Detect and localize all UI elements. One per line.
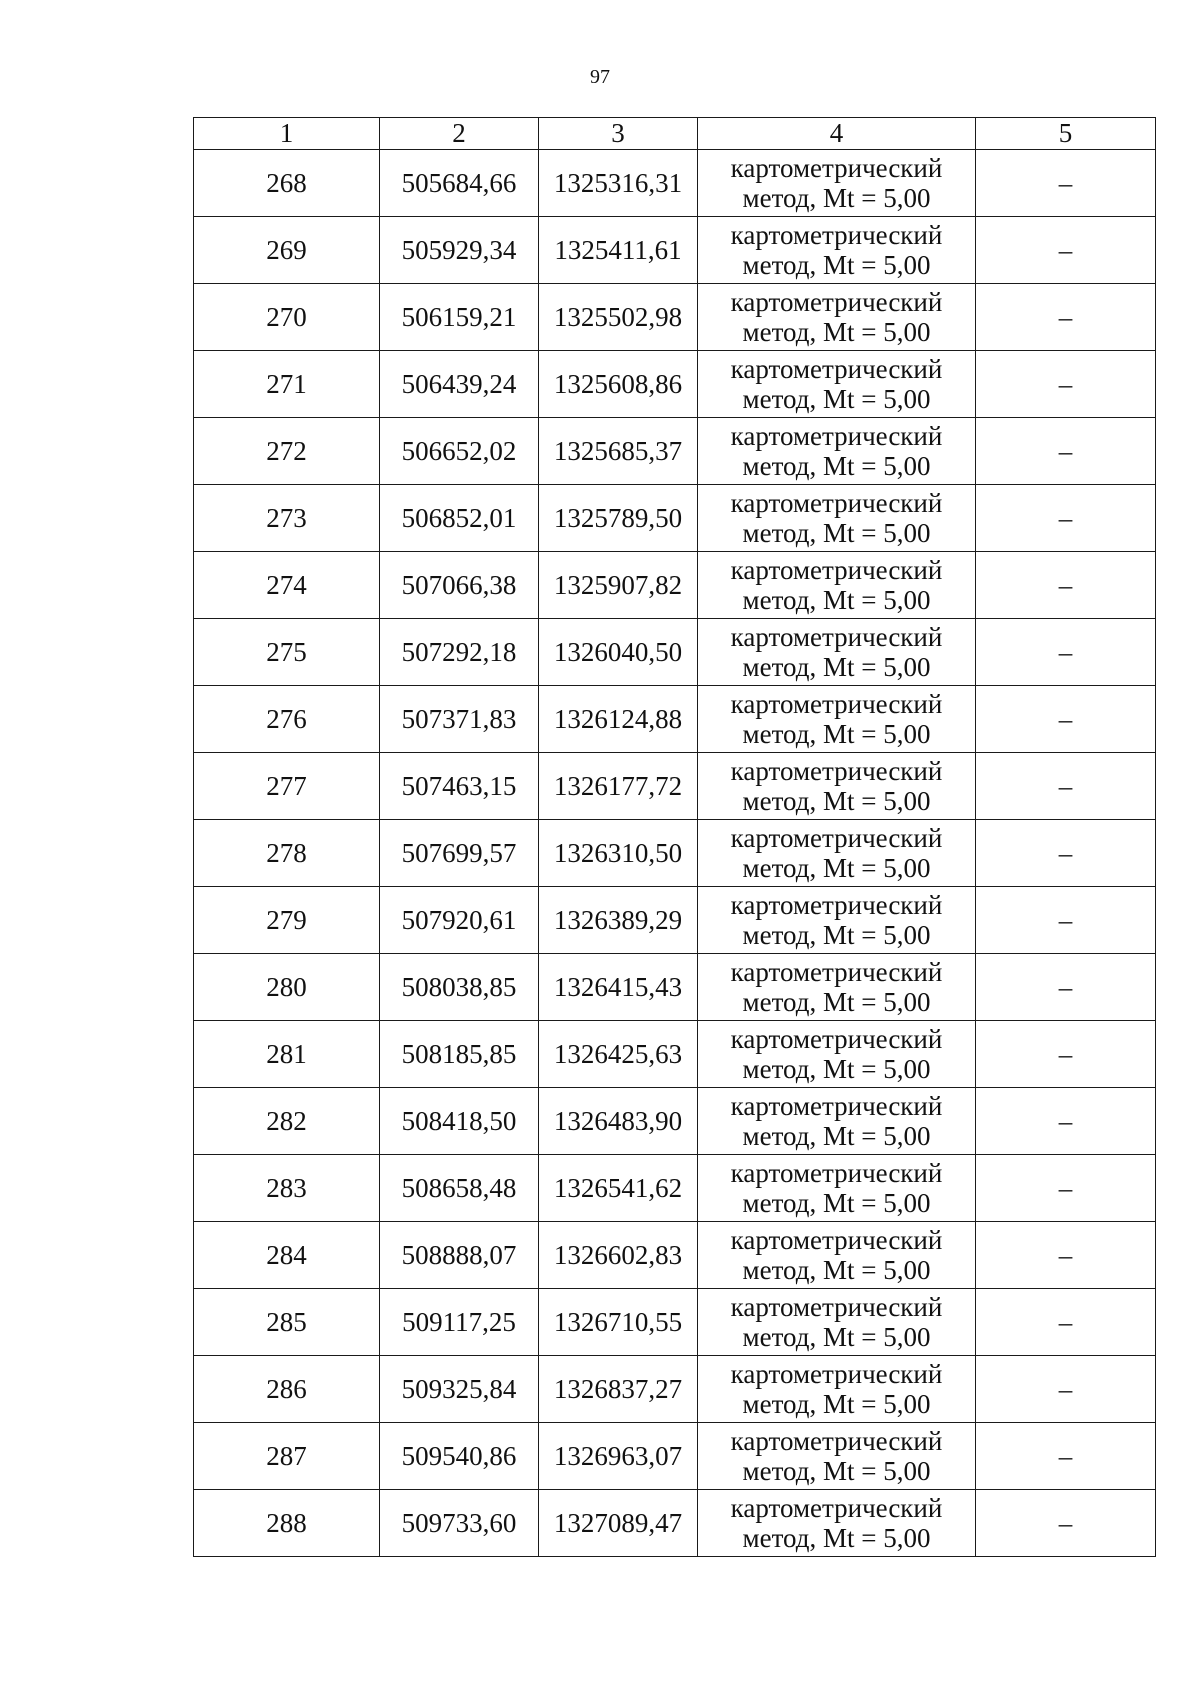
method-cell xyxy=(698,418,976,485)
description-cell: – xyxy=(976,284,1156,351)
point-number-cell: 286 xyxy=(194,1356,380,1423)
method-cell xyxy=(698,485,976,552)
description-cell: – xyxy=(976,954,1156,1021)
x-coordinate-cell: 505929,34 xyxy=(380,217,539,284)
y-coordinate-cell: 1325685,37 xyxy=(539,418,698,485)
x-coordinate-cell: 509733,60 xyxy=(380,1490,539,1557)
method-line-1: картометрический xyxy=(730,1359,943,1389)
x-coordinate-cell: 508038,85 xyxy=(380,954,539,1021)
method-line-2: метод, Mt = 5,00 xyxy=(742,451,931,481)
y-coordinate-cell: 1326837,27 xyxy=(539,1356,698,1423)
table-row xyxy=(194,1088,1156,1155)
point-number-cell: 281 xyxy=(194,1021,380,1088)
method-line-1: картометрический xyxy=(730,823,943,853)
table-row xyxy=(194,1356,1156,1423)
method-cell xyxy=(698,1356,976,1423)
description-cell: – xyxy=(976,1021,1156,1088)
method-cell xyxy=(698,686,976,753)
method-line-1: картометрический xyxy=(730,1024,943,1054)
method-line-1: картометрический xyxy=(730,555,943,585)
table-row xyxy=(194,351,1156,418)
method-cell xyxy=(698,1155,976,1222)
x-coordinate-cell: 509325,84 xyxy=(380,1356,539,1423)
point-number-cell: 284 xyxy=(194,1222,380,1289)
method-cell xyxy=(698,351,976,418)
method-line-2: метод, Mt = 5,00 xyxy=(742,853,931,883)
method-line-2: метод, Mt = 5,00 xyxy=(742,987,931,1017)
point-number-cell: 268 xyxy=(194,150,380,217)
table-row xyxy=(194,150,1156,217)
method-line-1: картометрический xyxy=(730,1493,943,1523)
method-line-1: картометрический xyxy=(730,1225,943,1255)
table-row xyxy=(194,887,1156,954)
method-cell xyxy=(698,954,976,1021)
header-col-5: 5 xyxy=(976,118,1156,150)
x-coordinate-cell: 508658,48 xyxy=(380,1155,539,1222)
description-cell: – xyxy=(976,753,1156,820)
table-row xyxy=(194,418,1156,485)
x-coordinate-cell: 507920,61 xyxy=(380,887,539,954)
description-cell: – xyxy=(976,1088,1156,1155)
point-number-cell: 275 xyxy=(194,619,380,686)
description-cell: – xyxy=(976,217,1156,284)
point-number-cell: 287 xyxy=(194,1423,380,1490)
description-cell: – xyxy=(976,150,1156,217)
table-row xyxy=(194,1155,1156,1222)
x-coordinate-cell: 507371,83 xyxy=(380,686,539,753)
method-line-2: метод, Mt = 5,00 xyxy=(742,1188,931,1218)
method-cell xyxy=(698,1490,976,1557)
method-line-2: метод, Mt = 5,00 xyxy=(742,518,931,548)
method-cell xyxy=(698,552,976,619)
description-cell: – xyxy=(976,351,1156,418)
method-line-1: картометрический xyxy=(730,1091,943,1121)
method-line-2: метод, Mt = 5,00 xyxy=(742,585,931,615)
table-row xyxy=(194,954,1156,1021)
point-number-cell: 276 xyxy=(194,686,380,753)
description-cell: – xyxy=(976,1289,1156,1356)
method-line-2: метод, Mt = 5,00 xyxy=(742,1121,931,1151)
description-cell: – xyxy=(976,485,1156,552)
method-line-1: картометрический xyxy=(730,957,943,987)
method-cell xyxy=(698,1088,976,1155)
table-row xyxy=(194,552,1156,619)
method-line-1: картометрический xyxy=(730,287,943,317)
y-coordinate-cell: 1325608,86 xyxy=(539,351,698,418)
description-cell: – xyxy=(976,552,1156,619)
method-cell xyxy=(698,753,976,820)
description-cell: – xyxy=(976,887,1156,954)
description-cell: – xyxy=(976,1155,1156,1222)
table-row xyxy=(194,1423,1156,1490)
method-cell xyxy=(698,217,976,284)
method-cell xyxy=(698,887,976,954)
method-line-2: метод, Mt = 5,00 xyxy=(742,1054,931,1084)
method-cell xyxy=(698,284,976,351)
header-row xyxy=(194,118,1156,150)
page-number: 97 xyxy=(590,66,610,88)
x-coordinate-cell: 508185,85 xyxy=(380,1021,539,1088)
method-line-1: картометрический xyxy=(730,488,943,518)
x-coordinate-cell: 507463,15 xyxy=(380,753,539,820)
x-coordinate-cell: 509117,25 xyxy=(380,1289,539,1356)
y-coordinate-cell: 1325789,50 xyxy=(539,485,698,552)
point-number-cell: 285 xyxy=(194,1289,380,1356)
table-row xyxy=(194,753,1156,820)
method-line-1: картометрический xyxy=(730,1292,943,1322)
point-number-cell: 270 xyxy=(194,284,380,351)
y-coordinate-cell: 1326483,90 xyxy=(539,1088,698,1155)
y-coordinate-cell: 1325316,31 xyxy=(539,150,698,217)
y-coordinate-cell: 1326124,88 xyxy=(539,686,698,753)
header-col-4: 4 xyxy=(698,118,976,150)
method-line-1: картометрический xyxy=(730,153,943,183)
x-coordinate-cell: 506852,01 xyxy=(380,485,539,552)
point-number-cell: 277 xyxy=(194,753,380,820)
table-row xyxy=(194,619,1156,686)
description-cell: – xyxy=(976,820,1156,887)
x-coordinate-cell: 506439,24 xyxy=(380,351,539,418)
description-cell: – xyxy=(976,1490,1156,1557)
y-coordinate-cell: 1325411,61 xyxy=(539,217,698,284)
method-line-1: картометрический xyxy=(730,1426,943,1456)
method-line-2: метод, Mt = 5,00 xyxy=(742,1389,931,1419)
method-line-1: картометрический xyxy=(730,756,943,786)
x-coordinate-cell: 507699,57 xyxy=(380,820,539,887)
y-coordinate-cell: 1326177,72 xyxy=(539,753,698,820)
method-line-1: картометрический xyxy=(730,622,943,652)
x-coordinate-cell: 506159,21 xyxy=(380,284,539,351)
x-coordinate-cell: 505684,66 xyxy=(380,150,539,217)
method-cell xyxy=(698,1021,976,1088)
method-cell xyxy=(698,1222,976,1289)
table-row xyxy=(194,1289,1156,1356)
point-number-cell: 282 xyxy=(194,1088,380,1155)
method-line-2: метод, Mt = 5,00 xyxy=(742,920,931,950)
method-line-1: картометрический xyxy=(730,354,943,384)
table-header xyxy=(194,118,1156,150)
method-cell xyxy=(698,820,976,887)
table-row xyxy=(194,1021,1156,1088)
coordinates-table xyxy=(193,117,1156,1557)
method-line-2: метод, Mt = 5,00 xyxy=(742,786,931,816)
method-line-1: картометрический xyxy=(730,890,943,920)
method-line-2: метод, Mt = 5,00 xyxy=(742,183,931,213)
method-line-1: картометрический xyxy=(730,421,943,451)
point-number-cell: 279 xyxy=(194,887,380,954)
y-coordinate-cell: 1326963,07 xyxy=(539,1423,698,1490)
table-row xyxy=(194,485,1156,552)
method-line-1: картометрический xyxy=(730,1158,943,1188)
point-number-cell: 280 xyxy=(194,954,380,1021)
method-line-2: метод, Mt = 5,00 xyxy=(742,1255,931,1285)
method-cell xyxy=(698,619,976,686)
point-number-cell: 283 xyxy=(194,1155,380,1222)
y-coordinate-cell: 1326710,55 xyxy=(539,1289,698,1356)
method-line-2: метод, Mt = 5,00 xyxy=(742,317,931,347)
table-row xyxy=(194,217,1156,284)
point-number-cell: 269 xyxy=(194,217,380,284)
x-coordinate-cell: 508888,07 xyxy=(380,1222,539,1289)
description-cell: – xyxy=(976,418,1156,485)
x-coordinate-cell: 509540,86 xyxy=(380,1423,539,1490)
point-number-cell: 274 xyxy=(194,552,380,619)
method-cell xyxy=(698,1289,976,1356)
y-coordinate-cell: 1325907,82 xyxy=(539,552,698,619)
y-coordinate-cell: 1326602,83 xyxy=(539,1222,698,1289)
description-cell: – xyxy=(976,1356,1156,1423)
point-number-cell: 278 xyxy=(194,820,380,887)
header-col-2: 2 xyxy=(380,118,539,150)
point-number-cell: 273 xyxy=(194,485,380,552)
y-coordinate-cell: 1326425,63 xyxy=(539,1021,698,1088)
point-number-cell: 271 xyxy=(194,351,380,418)
method-line-2: метод, Mt = 5,00 xyxy=(742,1322,931,1352)
method-line-2: метод, Mt = 5,00 xyxy=(742,652,931,682)
method-line-2: метод, Mt = 5,00 xyxy=(742,250,931,280)
method-cell xyxy=(698,1423,976,1490)
table-row xyxy=(194,284,1156,351)
x-coordinate-cell: 506652,02 xyxy=(380,418,539,485)
y-coordinate-cell: 1326415,43 xyxy=(539,954,698,1021)
method-line-2: метод, Mt = 5,00 xyxy=(742,384,931,414)
y-coordinate-cell: 1326040,50 xyxy=(539,619,698,686)
method-cell xyxy=(698,150,976,217)
method-line-2: метод, Mt = 5,00 xyxy=(742,1523,931,1553)
x-coordinate-cell: 507292,18 xyxy=(380,619,539,686)
x-coordinate-cell: 507066,38 xyxy=(380,552,539,619)
y-coordinate-cell: 1326389,29 xyxy=(539,887,698,954)
table-row xyxy=(194,1222,1156,1289)
y-coordinate-cell: 1327089,47 xyxy=(539,1490,698,1557)
table-body xyxy=(194,150,1156,1557)
method-line-1: картометрический xyxy=(730,220,943,250)
header-col-1: 1 xyxy=(194,118,380,150)
description-cell: – xyxy=(976,686,1156,753)
method-line-1: картометрический xyxy=(730,689,943,719)
table-row xyxy=(194,1490,1156,1557)
x-coordinate-cell: 508418,50 xyxy=(380,1088,539,1155)
description-cell: – xyxy=(976,619,1156,686)
y-coordinate-cell: 1325502,98 xyxy=(539,284,698,351)
description-cell: – xyxy=(976,1423,1156,1490)
header-col-3: 3 xyxy=(539,118,698,150)
y-coordinate-cell: 1326310,50 xyxy=(539,820,698,887)
table-row xyxy=(194,686,1156,753)
method-line-2: метод, Mt = 5,00 xyxy=(742,1456,931,1486)
y-coordinate-cell: 1326541,62 xyxy=(539,1155,698,1222)
description-cell: – xyxy=(976,1222,1156,1289)
table-row xyxy=(194,820,1156,887)
point-number-cell: 288 xyxy=(194,1490,380,1557)
method-line-2: метод, Mt = 5,00 xyxy=(742,719,931,749)
point-number-cell: 272 xyxy=(194,418,380,485)
